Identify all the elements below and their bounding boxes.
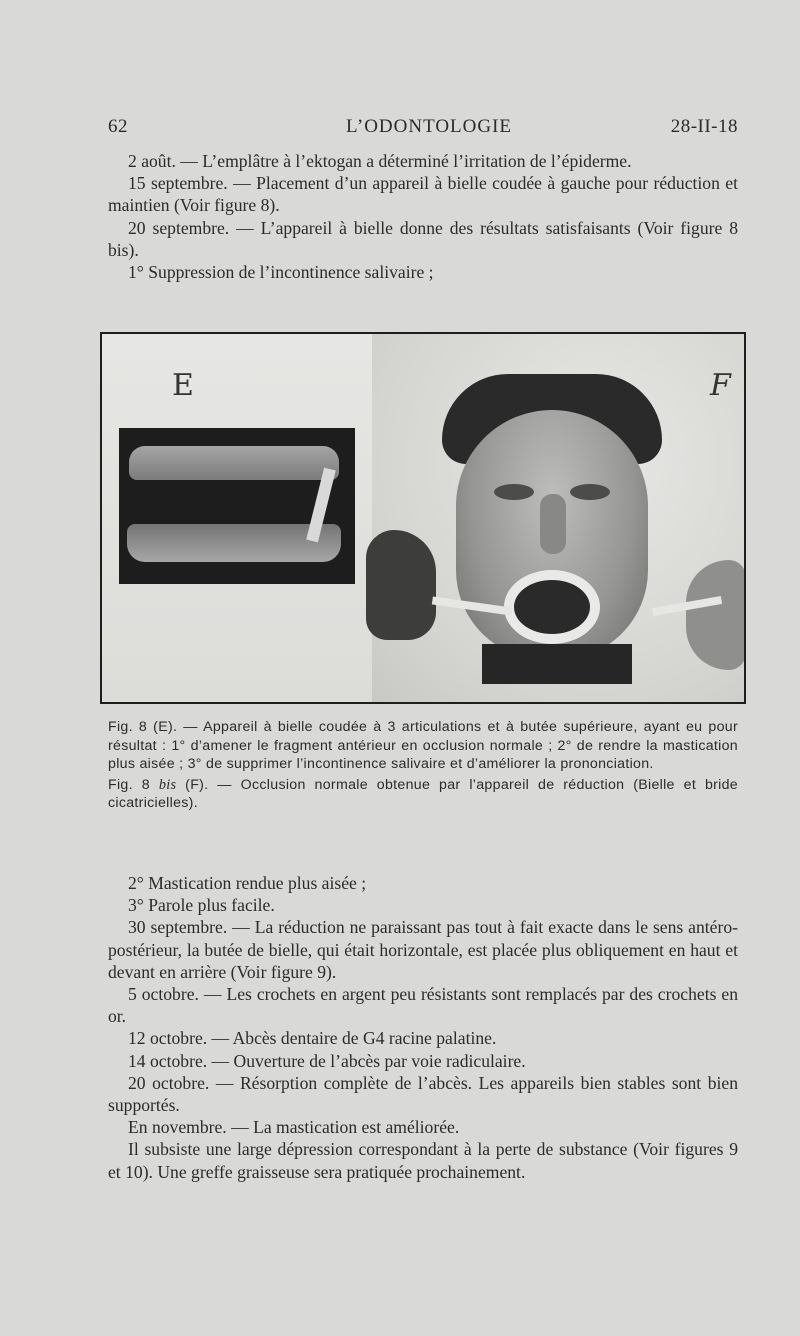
denture-image <box>119 428 355 584</box>
running-header <box>108 116 738 140</box>
panel-patient-photo <box>372 334 746 702</box>
caption-fig-8: Fig. 8 (E). — Appareil à bielle coudée à 3 articulations et à butée supérieure, ayant eu pour résultat : 1° d’amener le fragment antérieur en occlusion normale ; 2° de rendre la mastication plus aisée ; 3° de supprimer l’incontinence salivaire et d’améliorer la prononciation. <box>108 719 738 773</box>
nose <box>540 494 566 554</box>
paragraph: 14 octobre. — Ouverture de l’abcès par voie radiculaire. <box>128 1050 526 1071</box>
top-text-block <box>108 150 738 283</box>
paragraph: En novembre. — La mastication est améliorée. <box>128 1117 460 1138</box>
issue-date: 28-II-18 <box>670 116 738 137</box>
upper-appliance <box>129 446 339 480</box>
caption-prefix: Fig. 8 <box>108 776 159 793</box>
caption-rest: (F). — Occlusion normale obtenue par l’appareil de réduction (Bielle et bride cicatricielles). <box>108 776 738 812</box>
journal-title: L’ODONTOLOGIE <box>346 116 513 137</box>
hand-right <box>686 560 746 670</box>
paragraph: Il subsiste une large dépression correspondant à la perte de substance (Voir figures 9 et 10). Une greffe graisseuse sera pratiquée prochainement. <box>108 1139 738 1182</box>
hand-left <box>366 530 436 640</box>
patient-face <box>442 374 662 674</box>
panel-denture-photo <box>102 334 372 702</box>
eye-left <box>494 484 534 500</box>
mouth-retracted <box>504 570 600 644</box>
paragraph: 2° Mastication rendue plus aisée ; <box>128 873 367 893</box>
eye-right <box>570 484 610 500</box>
caption-fig-8-bis <box>108 776 738 813</box>
paragraph: 5 octobre. — Les crochets en argent peu résistants sont remplacés par des crochets en or. <box>108 984 738 1027</box>
paragraph: 3° Parole plus facile. <box>128 895 275 916</box>
figure-label-e: E <box>172 368 194 403</box>
neck <box>482 644 632 684</box>
caption-italic-bis: bis <box>158 776 177 793</box>
page-number: 62 <box>108 116 128 137</box>
figure-label-f: F <box>710 368 731 403</box>
figure-captions <box>108 718 738 813</box>
paragraph: 1° Suppression de l’incontinence salivaire ; <box>128 262 434 283</box>
bottom-text-block <box>108 872 738 1183</box>
figure-photograph <box>100 332 746 704</box>
paragraph: 2 août. — L’emplâtre à l’ektogan a déterminé l’irritation de l’épiderme. <box>128 151 632 171</box>
paragraph: 15 septembre. — Placement d’un appareil à bielle coudée à gauche pour réduction et maintien (Voir figure 8). <box>108 173 738 216</box>
paragraph: 20 septembre. — L’appareil à bielle donne des résultats satisfaisants (Voir figure 8 bis). <box>108 217 738 260</box>
paragraph: 30 septembre. — La réduction ne paraissant pas tout à fait exacte dans le sens antéro-postérieur, la butée de bielle, qui était horizontale, est placée plus obliquement en haut et devant en arrière (Voir figure 9). <box>108 917 738 982</box>
paragraph: 20 octobre. — Résorption complète de l’abcès. Les appareils bien stables sont bien supportés. <box>108 1072 738 1116</box>
paragraph: 12 octobre. — Abcès dentaire de G4 racine palatine. <box>128 1028 497 1049</box>
